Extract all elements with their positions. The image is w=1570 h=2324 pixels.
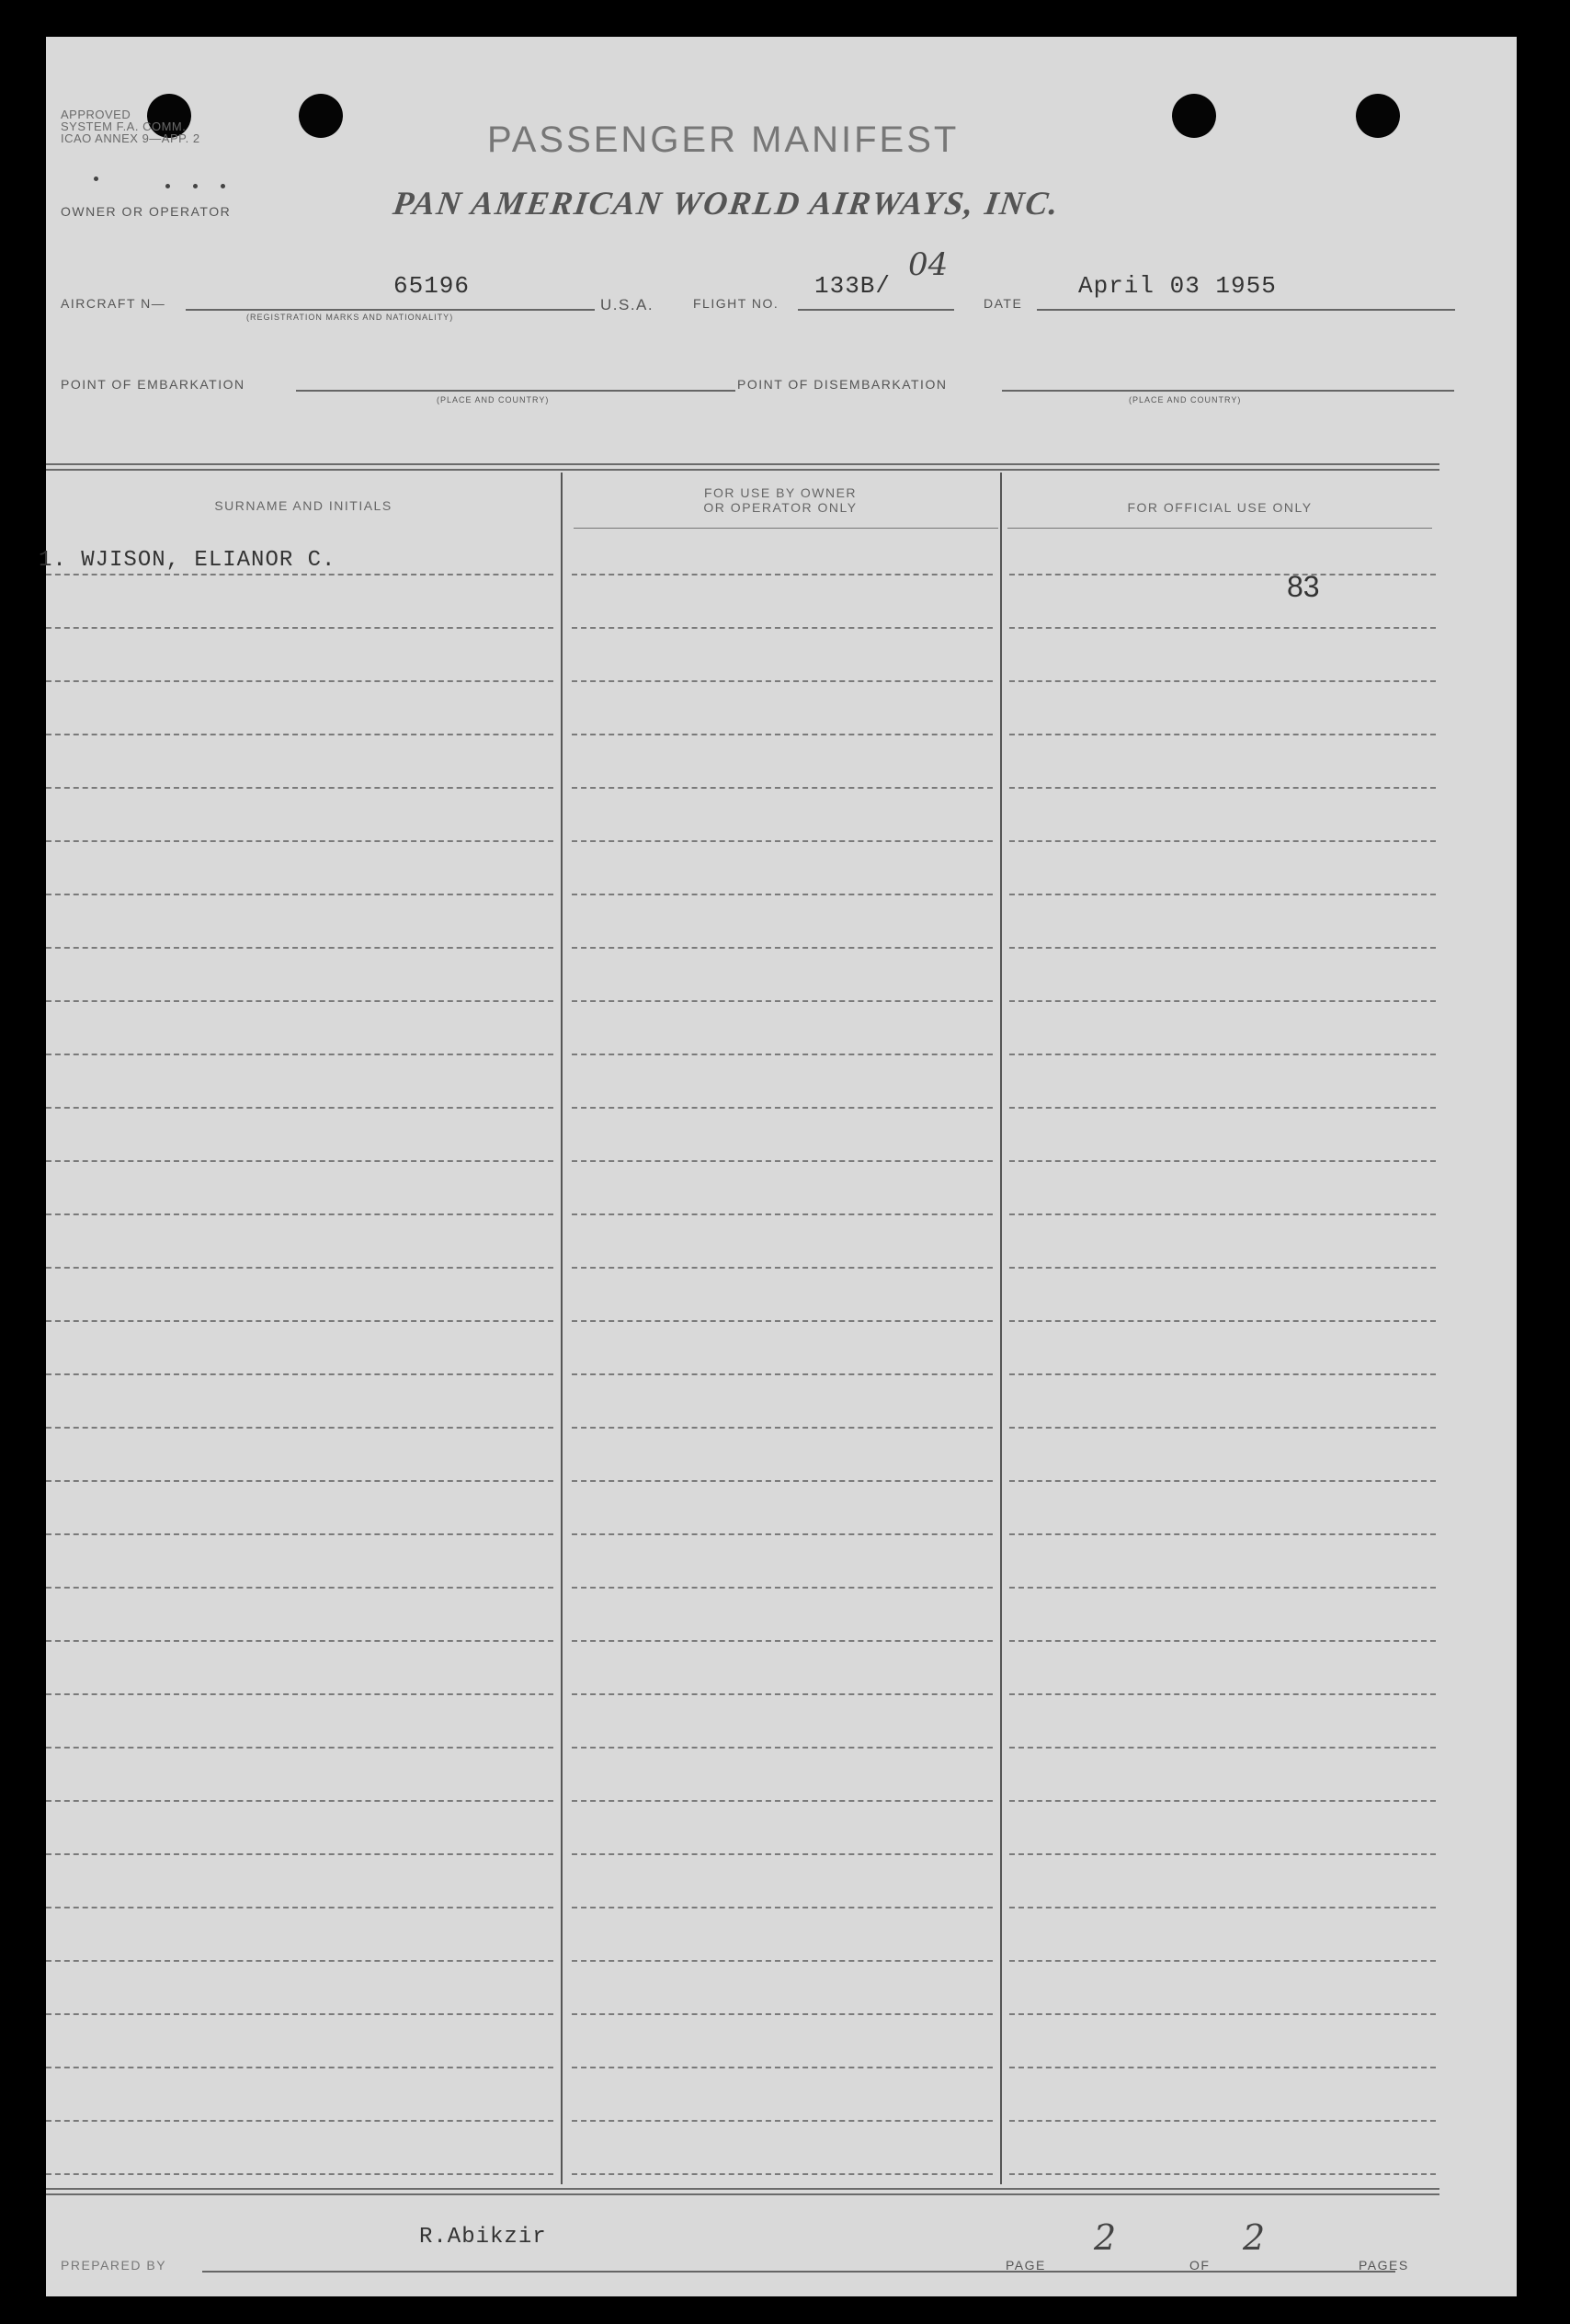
table-row-line [1009, 1000, 1436, 1002]
mark-dot [193, 184, 198, 188]
table-row-line [46, 1907, 553, 1908]
table-row-line [572, 2013, 993, 2015]
table-row-line [46, 680, 553, 682]
table-bottom-rule-2 [46, 2193, 1439, 2195]
table-row-line [46, 1000, 553, 1002]
table-row-line [572, 2067, 993, 2068]
table-row-line [46, 1533, 553, 1535]
prepared-label: PREPARED BY [61, 2258, 167, 2273]
table-row-line [1009, 1907, 1436, 1908]
usa-label: U.S.A. [600, 296, 654, 313]
table-row-line [572, 2120, 993, 2122]
table-row-line [572, 1907, 993, 1908]
table-row-line [572, 1800, 993, 1802]
table-row-line [572, 1054, 993, 1055]
table-row-line [46, 787, 553, 789]
flight-value: 133B/ [814, 272, 892, 300]
punch-hole-right-2 [1356, 94, 1400, 138]
table-row-line [46, 2013, 553, 2015]
disembarkation-label: POINT OF DISEMBARKATION [737, 377, 948, 392]
table-row-line [1009, 1213, 1436, 1215]
table-row-line [1009, 1054, 1436, 1055]
aircraft-underline [186, 309, 595, 311]
prepared-underline [202, 2271, 1046, 2273]
table-row-line [1009, 1853, 1436, 1855]
table-row-line [572, 1960, 993, 1962]
table-bottom-rule [46, 2188, 1439, 2190]
table-row-line [1009, 680, 1436, 682]
table-row-line [572, 1267, 993, 1269]
punch-hole-right-1 [1172, 94, 1216, 138]
table-row-line [1009, 1747, 1436, 1749]
table-row-line [46, 1480, 553, 1482]
table-row-line [1009, 1480, 1436, 1482]
table-row-line [572, 1000, 993, 1002]
approval-line-2: SYSTEM F.A. COMM. [61, 120, 187, 133]
embarkation-caption: (PLACE AND COUNTRY) [437, 395, 550, 404]
table-row-line [572, 574, 993, 575]
registration-caption: (REGISTRATION MARKS AND NATIONALITY) [246, 313, 454, 322]
col-divider-1 [561, 473, 563, 2184]
table-row-line [46, 627, 553, 629]
table-row-line [1009, 1693, 1436, 1695]
table-row-line [572, 1533, 993, 1535]
table-row-line [572, 1373, 993, 1375]
table-row-line [46, 1160, 553, 1162]
table-row-line [46, 1107, 553, 1109]
table-row-line [572, 734, 993, 735]
col-header-operator-line1: FOR USE BY OWNER [703, 485, 858, 500]
table-row-line [46, 894, 553, 895]
table-row-line [1009, 1107, 1436, 1109]
pages-label: PAGES [1359, 2258, 1409, 2273]
approval-block [61, 108, 200, 144]
approval-line-3: ICAO ANNEX 9—APP. 2 [61, 131, 200, 145]
table-row-line [572, 1160, 993, 1162]
table-row-line [46, 2120, 553, 2122]
table-row-line [1009, 1587, 1436, 1589]
embarkation-label: POINT OF EMBARKATION [61, 377, 245, 392]
table-row-line [46, 1747, 553, 1749]
table-row-line [572, 1320, 993, 1322]
table-row-line [572, 947, 993, 949]
table-row-line [46, 947, 553, 949]
table-row-line [1009, 1373, 1436, 1375]
mark-dot [165, 184, 170, 188]
table-row-line [572, 840, 993, 842]
table-row-line [1009, 1267, 1436, 1269]
disembarkation-caption: (PLACE AND COUNTRY) [1129, 395, 1242, 404]
table-row-line [1009, 734, 1436, 735]
table-row-line [1009, 1533, 1436, 1535]
col-divider-2 [1000, 473, 1002, 2184]
date-underline [1037, 309, 1455, 311]
table-row-line [1009, 947, 1436, 949]
table-row-line [572, 1587, 993, 1589]
date-value: April 03 1955 [1078, 272, 1277, 300]
disembarkation-underline [1002, 390, 1454, 392]
table-row-line [1009, 1427, 1436, 1429]
table-row-line [572, 680, 993, 682]
date-label: DATE [984, 296, 1023, 311]
col-header-operator-line2: OR OPERATOR ONLY [703, 500, 858, 515]
flight-handwritten: 04 [908, 246, 949, 283]
document-title: PASSENGER MANIFEST [487, 120, 960, 160]
table-row-line [572, 787, 993, 789]
prepared-value: R.Abikzir [419, 2225, 547, 2250]
table-row-line [46, 1693, 553, 1695]
of-label: OF [1189, 2258, 1211, 2273]
table-row-line [46, 1373, 553, 1375]
table-row-line [46, 840, 553, 842]
table-row-line [46, 574, 553, 575]
aircraft-label: AIRCRAFT N— [61, 296, 166, 311]
table-row-line [1009, 840, 1436, 842]
table-row-line [46, 1587, 553, 1589]
table-row-line [1009, 627, 1436, 629]
table-row-line [1009, 2067, 1436, 2068]
punch-hole-left-2 [299, 94, 343, 138]
official-value-row-1: 83 [1287, 570, 1320, 603]
page-value: 2 [1094, 2217, 1117, 2258]
table-row-line [46, 1427, 553, 1429]
table-row-line [1009, 894, 1436, 895]
table-row-line [46, 1267, 553, 1269]
of-value: 2 [1243, 2217, 1266, 2258]
table-row-line [572, 1480, 993, 1482]
owner-label: OWNER OR OPERATOR [61, 204, 232, 219]
manifest-paper [39, 37, 1517, 2296]
table-row-line [46, 734, 553, 735]
mark-dot [94, 177, 98, 181]
table-row-line [1009, 1800, 1436, 1802]
table-row-line [46, 2067, 553, 2068]
header-bottom-rule-official [1007, 528, 1432, 529]
table-row-line [572, 894, 993, 895]
table-row-line [572, 627, 993, 629]
table-row-line [572, 2173, 993, 2175]
table-row-line [1009, 1160, 1436, 1162]
page-underline [1046, 2271, 1395, 2273]
table-row-line [1009, 574, 1436, 575]
embarkation-underline [296, 390, 735, 392]
table-row-line [1009, 1640, 1436, 1642]
table-row-line [1009, 2013, 1436, 2015]
table-row-line [572, 1213, 993, 1215]
table-row-line [46, 2173, 553, 2175]
flight-underline [798, 309, 954, 311]
table-top-rule-2 [46, 469, 1439, 471]
page-label: PAGE [1006, 2258, 1046, 2273]
table-row-line [46, 1853, 553, 1855]
table-row-line [572, 1747, 993, 1749]
table-row-line [572, 1853, 993, 1855]
table-row-line [1009, 1320, 1436, 1322]
passenger-name-row-1: 1. WJISON, ELIANOR C. [39, 548, 336, 573]
table-row-line [1009, 787, 1436, 789]
registration-value: 65196 [393, 272, 471, 300]
table-row-line [46, 1640, 553, 1642]
flight-label: FLIGHT NO. [693, 296, 779, 311]
mark-dot [221, 184, 225, 188]
table-row-line [46, 1320, 553, 1322]
table-row-line [46, 1800, 553, 1802]
table-row-line [1009, 1960, 1436, 1962]
table-top-rule [46, 463, 1439, 465]
header-bottom-rule [574, 528, 998, 529]
col-header-operator [563, 485, 998, 515]
table-row-line [46, 1213, 553, 1215]
table-row-line [46, 1960, 553, 1962]
col-header-official: FOR OFFICIAL USE ONLY [1127, 500, 1313, 515]
approval-line-1: APPROVED [61, 108, 131, 121]
table-row-line [572, 1107, 993, 1109]
table-row-line [572, 1427, 993, 1429]
table-row-line [46, 1054, 553, 1055]
table-row-line [572, 1640, 993, 1642]
table-row-line [1009, 2120, 1436, 2122]
table-row-line [572, 1693, 993, 1695]
table-row-line [1009, 2173, 1436, 2175]
col-header-surname: SURNAME AND INITIALS [214, 498, 392, 513]
company-name: PAN AMERICAN WORLD AIRWAYS, INC. [391, 185, 1063, 222]
